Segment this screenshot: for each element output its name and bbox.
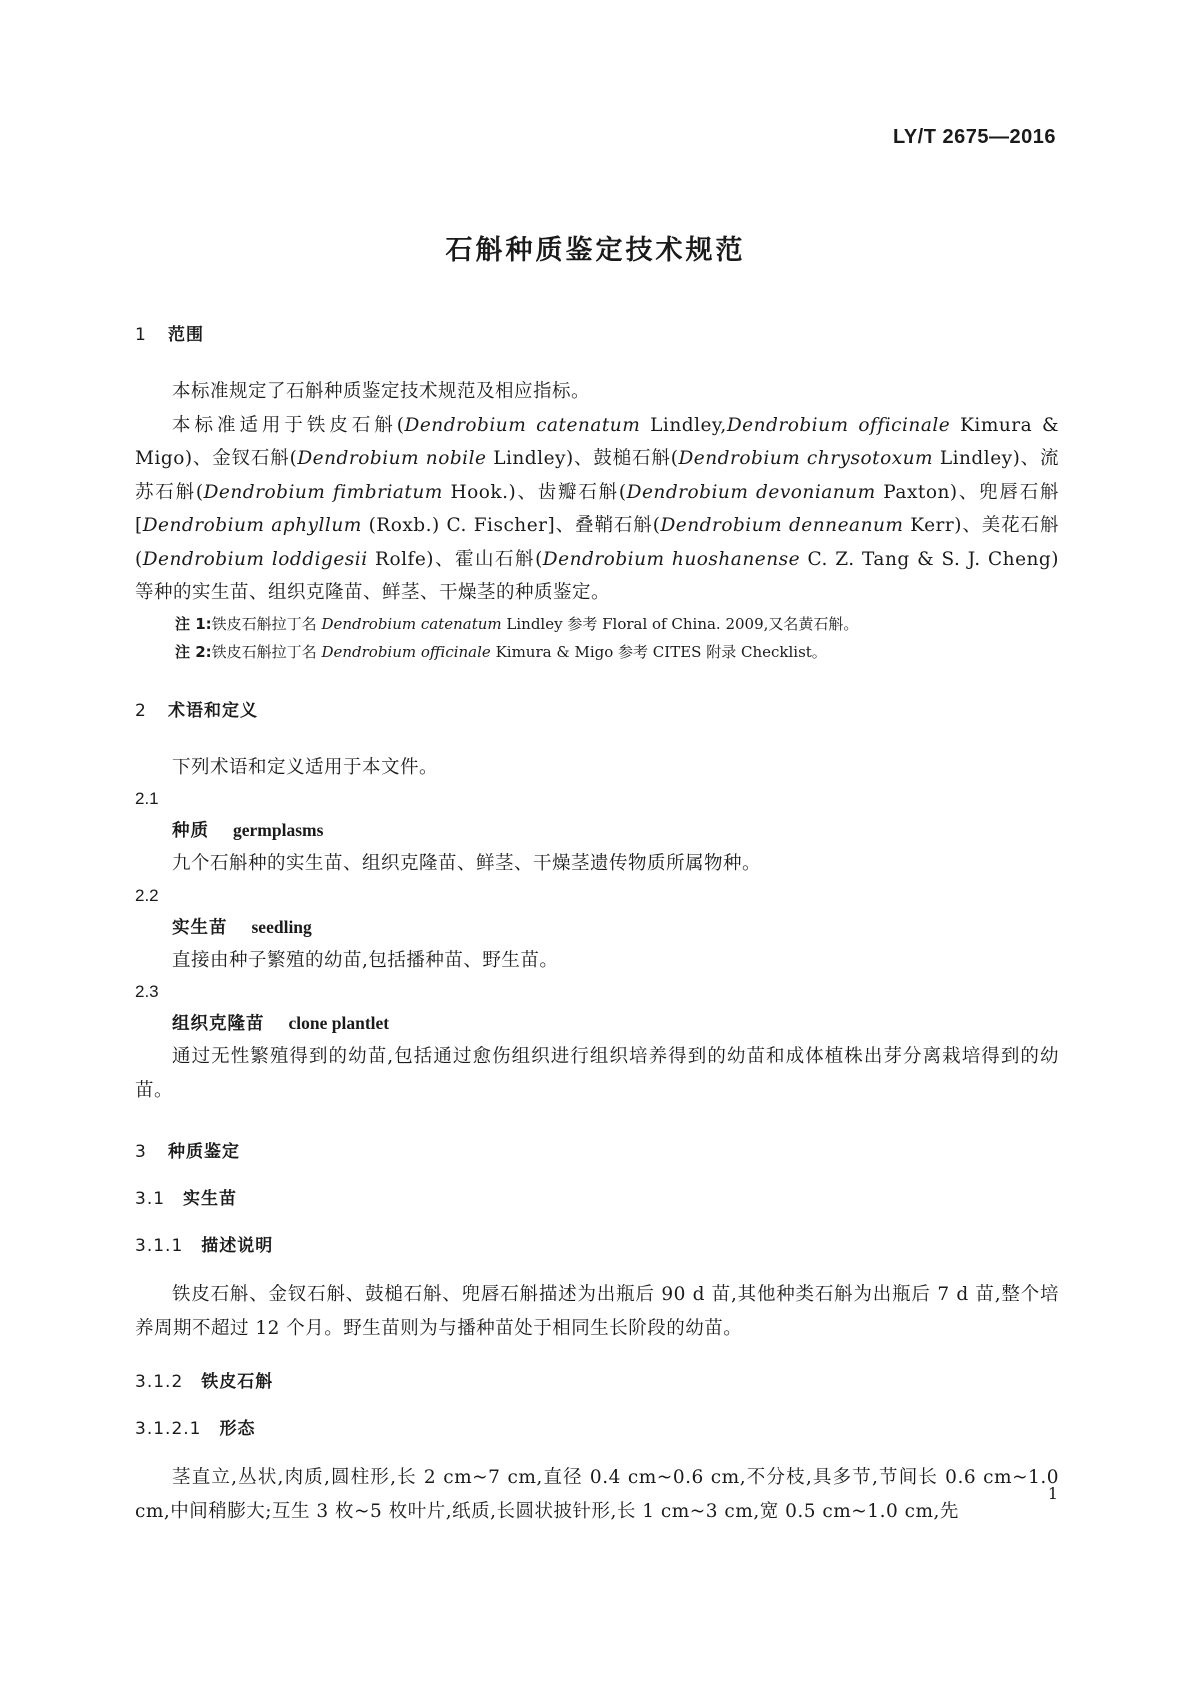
section-title: 范围 [168, 325, 204, 345]
term-number: 2.2 [135, 885, 159, 905]
term-definition: 九个石斛种的实生苗、组织克隆苗、鲜茎、干燥茎遗传物质所属物种。 [172, 853, 762, 874]
section-number: 2 [135, 700, 147, 721]
note-2: 注 2:铁皮石斛拉丁名 Dendrobium officinale Kimura & Migo 参考 CITES 附录 Checklist。 [175, 642, 827, 661]
term-number: 2.3 [135, 982, 159, 1001]
section-title: 种质鉴定 [168, 1142, 240, 1162]
section-2-heading [135, 696, 1059, 721]
morphology-paragraph: 茎直立,丛状,肉质,圆柱形,长 2 cm~7 cm,直径 0.4 cm~0.6 cm,不分枝,具多节,节间长 0.6 cm~1.0 cm,中间稍膨大;互生 3 枚~5 枚叶片,纸质,长圆状披针形,长 1 cm~3 cm,宽 0.5 cm~1.0 cm,先 [135, 1467, 1059, 1522]
term-definition: 通过无性繁殖得到的幼苗,包括通过愈伤组织进行组织培养得到的幼苗和成体植株出芽分离栽培得到的幼苗。 [135, 1046, 1059, 1101]
scope-paragraph-1: 本标准规定了石斛种质鉴定技术规范及相应指标。 [172, 381, 591, 402]
terms-intro: 下列术语和定义适用于本文件。 [172, 756, 439, 778]
subsection-3-1-2-1-heading: 3.1.2.1 形态 [135, 1419, 256, 1439]
section-3-heading [135, 1137, 1059, 1162]
term-definition: 直接由种子繁殖的幼苗,包括播种苗、野生苗。 [172, 949, 559, 971]
term-number: 2.1 [135, 789, 159, 808]
document-body [135, 320, 1059, 1528]
subsection-3-1-2-heading: 3.1.2 铁皮石斛 [135, 1372, 274, 1392]
scope-paragraph-2: 本标准适用于铁皮石斛(Dendrobium catenatum Lindley,Dendrobium officinale Kimura & Migo)、金钗石斛(Dendrobium nobile Lindley)、鼓槌石斛(Dendrobium chrysotoxum Lindley)、流苏石斛(Dendrobium fimbriatum Hook.)、齿瓣石斛(Dendrobium devonianum Paxton)、兜唇石斛[Dendrobium aphyllum (Roxb.) C. Fischer]、叠鞘石斛(Dendrobium denneanum Kerr)、美花石斛(Dendrobium loddigesii Rolfe)、霍山石斛(Dendrobium huoshanense C. Z. Tang & S. J. Cheng)等种的实生苗、组织克隆苗、鲜茎、干燥茎的种质鉴定。 [135, 414, 1060, 603]
section-1-heading [135, 320, 1059, 345]
term-heading: 实生苗 seedling [172, 916, 312, 938]
subsection-3-1-heading: 3.1 实生苗 [135, 1189, 238, 1209]
description-paragraph: 铁皮石斛、金钗石斛、鼓槌石斛、兜唇石斛描述为出瓶后 90 d 苗,其他种类石斛为出瓶后 7 d 苗,整个培养周期不超过 12 个月。野生苗则为与播种苗处于相同生长阶段的幼苗。 [135, 1284, 1059, 1339]
page-number: 1 [1047, 1484, 1058, 1503]
term-heading: 种质 germplasms [172, 820, 324, 841]
standard-code: LY/T 2675—2016 [892, 126, 1056, 148]
section-number: 3 [135, 1142, 147, 1162]
document-title: 石斛种质鉴定技术规范 [445, 235, 746, 266]
term-heading: 组织克隆苗 clone plantlet [172, 1013, 390, 1034]
section-number: 1 [135, 325, 147, 345]
note-1: 注 1:铁皮石斛拉丁名 Dendrobium catenatum Lindley 参考 Floral of China. 2009,又名黄石斛。 [175, 614, 859, 633]
section-title: 术语和定义 [168, 700, 258, 721]
subsection-3-1-1-heading: 3.1.1 描述说明 [135, 1236, 274, 1256]
